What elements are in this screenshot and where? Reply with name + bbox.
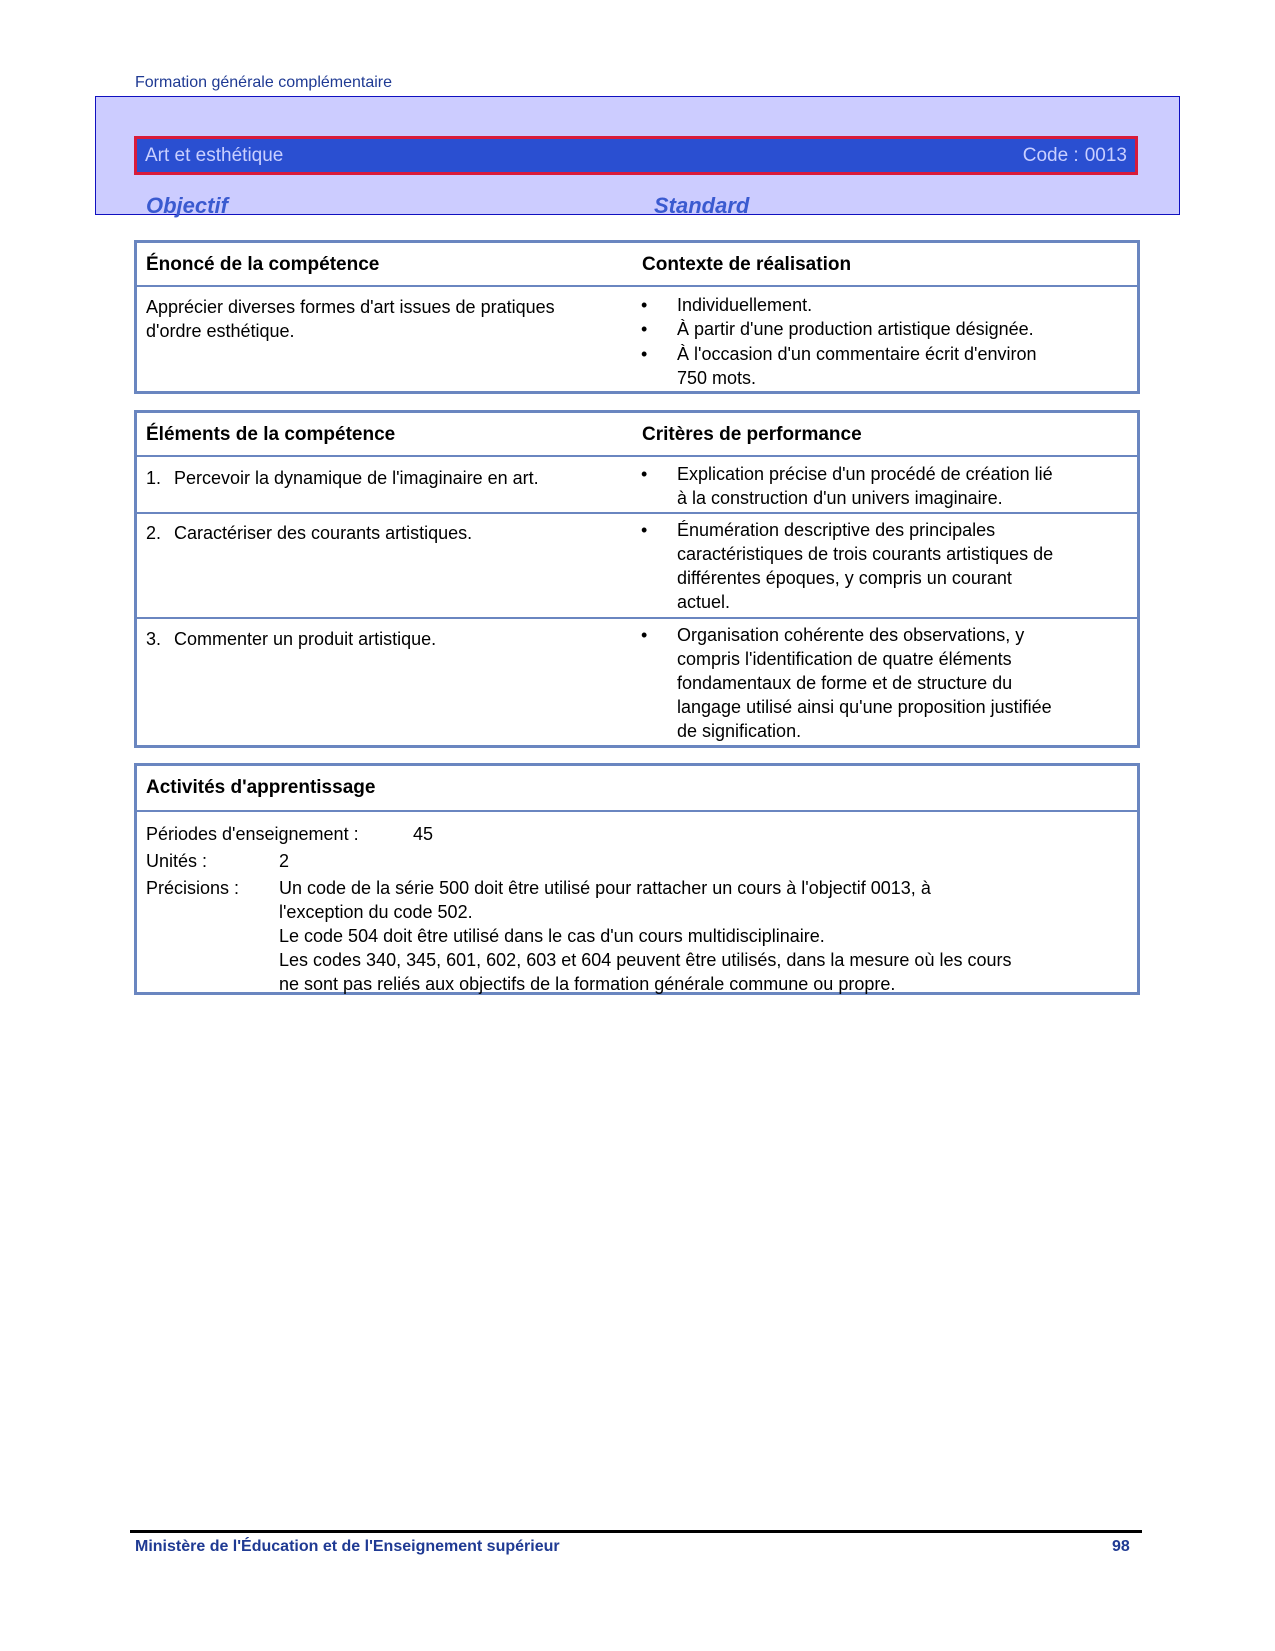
bullet: • [641, 319, 648, 339]
criteria-line: fondamentaux de forme et de structure du [677, 673, 1013, 693]
contexte-line: 750 mots. [677, 368, 757, 388]
criteria-line: langage utilisé ainsi qu'une proposition justifiée [677, 697, 1052, 717]
precisions-line: Le code 504 doit être utilisé dans le cas d'un cours multidisciplinaire. [279, 926, 825, 946]
enonce-text-line: d'ordre esthétique. [146, 321, 295, 341]
criteria-line: Organisation cohérente des observations, y [677, 625, 1025, 645]
bullet: • [641, 464, 648, 484]
precisions-label: Précisions : [146, 878, 240, 898]
objective-title: Art et esthétique [145, 144, 284, 166]
element-text [146, 627, 616, 651]
criteria-line: Explication précise d'un procédé de création lié [677, 464, 1053, 484]
periodes-value: 45 [413, 824, 434, 844]
footer-ministry: Ministère de l'Éducation et de l'Enseignement supérieur [135, 1538, 560, 1555]
page-number: 98 [1112, 1538, 1130, 1555]
criteria-line: de signification. [677, 721, 802, 741]
criteria-text [677, 462, 1107, 510]
element-label: Caractériser des courants artistiques. [174, 523, 473, 543]
precisions-line: Un code de la série 500 doit être utilisé pour rattacher un cours à l'objectif 0013, à [279, 878, 931, 898]
activites-box [134, 763, 1140, 995]
elements-right-header: Critères de performance [642, 424, 862, 445]
elements-header [137, 413, 1137, 457]
element-label: Percevoir la dynamique de l'imaginaire en art. [174, 468, 539, 488]
element-number: 2. [146, 523, 162, 543]
element-number: 3. [146, 629, 162, 649]
code-value: 0013 [1084, 144, 1127, 166]
unites-value: 2 [279, 851, 290, 871]
enonce-text [146, 295, 616, 343]
elements-left-header: Éléments de la compétence [146, 424, 396, 445]
criteria-line: actuel. [677, 592, 731, 612]
standard-label: Standard [654, 193, 750, 218]
contexte-item [677, 342, 1107, 390]
objectif-label: Objectif [146, 193, 228, 218]
element-text [146, 521, 616, 545]
element-row [137, 514, 1137, 619]
contexte-item: Individuellement. [677, 295, 813, 315]
criteria-text [677, 623, 1107, 743]
section-label: Formation générale complémentaire [135, 74, 393, 91]
element-text [146, 466, 616, 490]
objective-code [1023, 145, 1127, 167]
element-number: 1. [146, 468, 162, 488]
objective-title-bar [134, 136, 1138, 175]
enonce-box [134, 240, 1140, 394]
elements-box [134, 410, 1140, 748]
precisions-line: Les codes 340, 345, 601, 602, 603 et 604 peuvent être utilisés, dans la mesure où les cours [279, 950, 1012, 970]
enonce-left-header: Énoncé de la compétence [146, 254, 380, 275]
bullet: • [641, 625, 648, 645]
criteria-line: Énumération descriptive des principales [677, 520, 996, 540]
precisions-text [279, 876, 1129, 996]
footer-divider [130, 1530, 1142, 1533]
enonce-right-header: Contexte de réalisation [642, 254, 852, 275]
element-row [137, 619, 1137, 747]
criteria-line: caractéristiques de trois courants artistiques de [677, 544, 1054, 564]
element-row [137, 457, 1137, 514]
enonce-header [137, 243, 1137, 287]
activites-header [137, 766, 1137, 812]
objective-header-band [95, 96, 1180, 218]
criteria-line: différentes époques, y compris un courant [677, 568, 1012, 588]
criteria-text [677, 518, 1107, 614]
criteria-line: compris l'identification de quatre éléments [677, 649, 1012, 669]
enonce-row [137, 287, 1137, 393]
activites-header-label: Activités d'apprentissage [146, 777, 376, 798]
contexte-line: À l'occasion d'un commentaire écrit d'environ [677, 344, 1037, 364]
periodes-label: Périodes d'enseignement : [146, 824, 359, 844]
precisions-line: l'exception du code 502. [279, 902, 473, 922]
contexte-item: À partir d'une production artistique désignée. [677, 319, 1034, 339]
enonce-text-line: Apprécier diverses formes d'art issues de pratiques [146, 297, 555, 317]
code-label: Code : [1022, 144, 1079, 166]
criteria-line: à la construction d'un univers imaginaire. [677, 488, 1003, 508]
precisions-line: ne sont pas reliés aux objectifs de la formation générale commune ou propre. [279, 974, 896, 994]
bullet: • [641, 295, 648, 315]
unites-label: Unités : [146, 851, 208, 871]
bullet: • [641, 520, 648, 540]
element-label: Commenter un produit artistique. [174, 629, 437, 649]
bullet: • [641, 344, 648, 364]
